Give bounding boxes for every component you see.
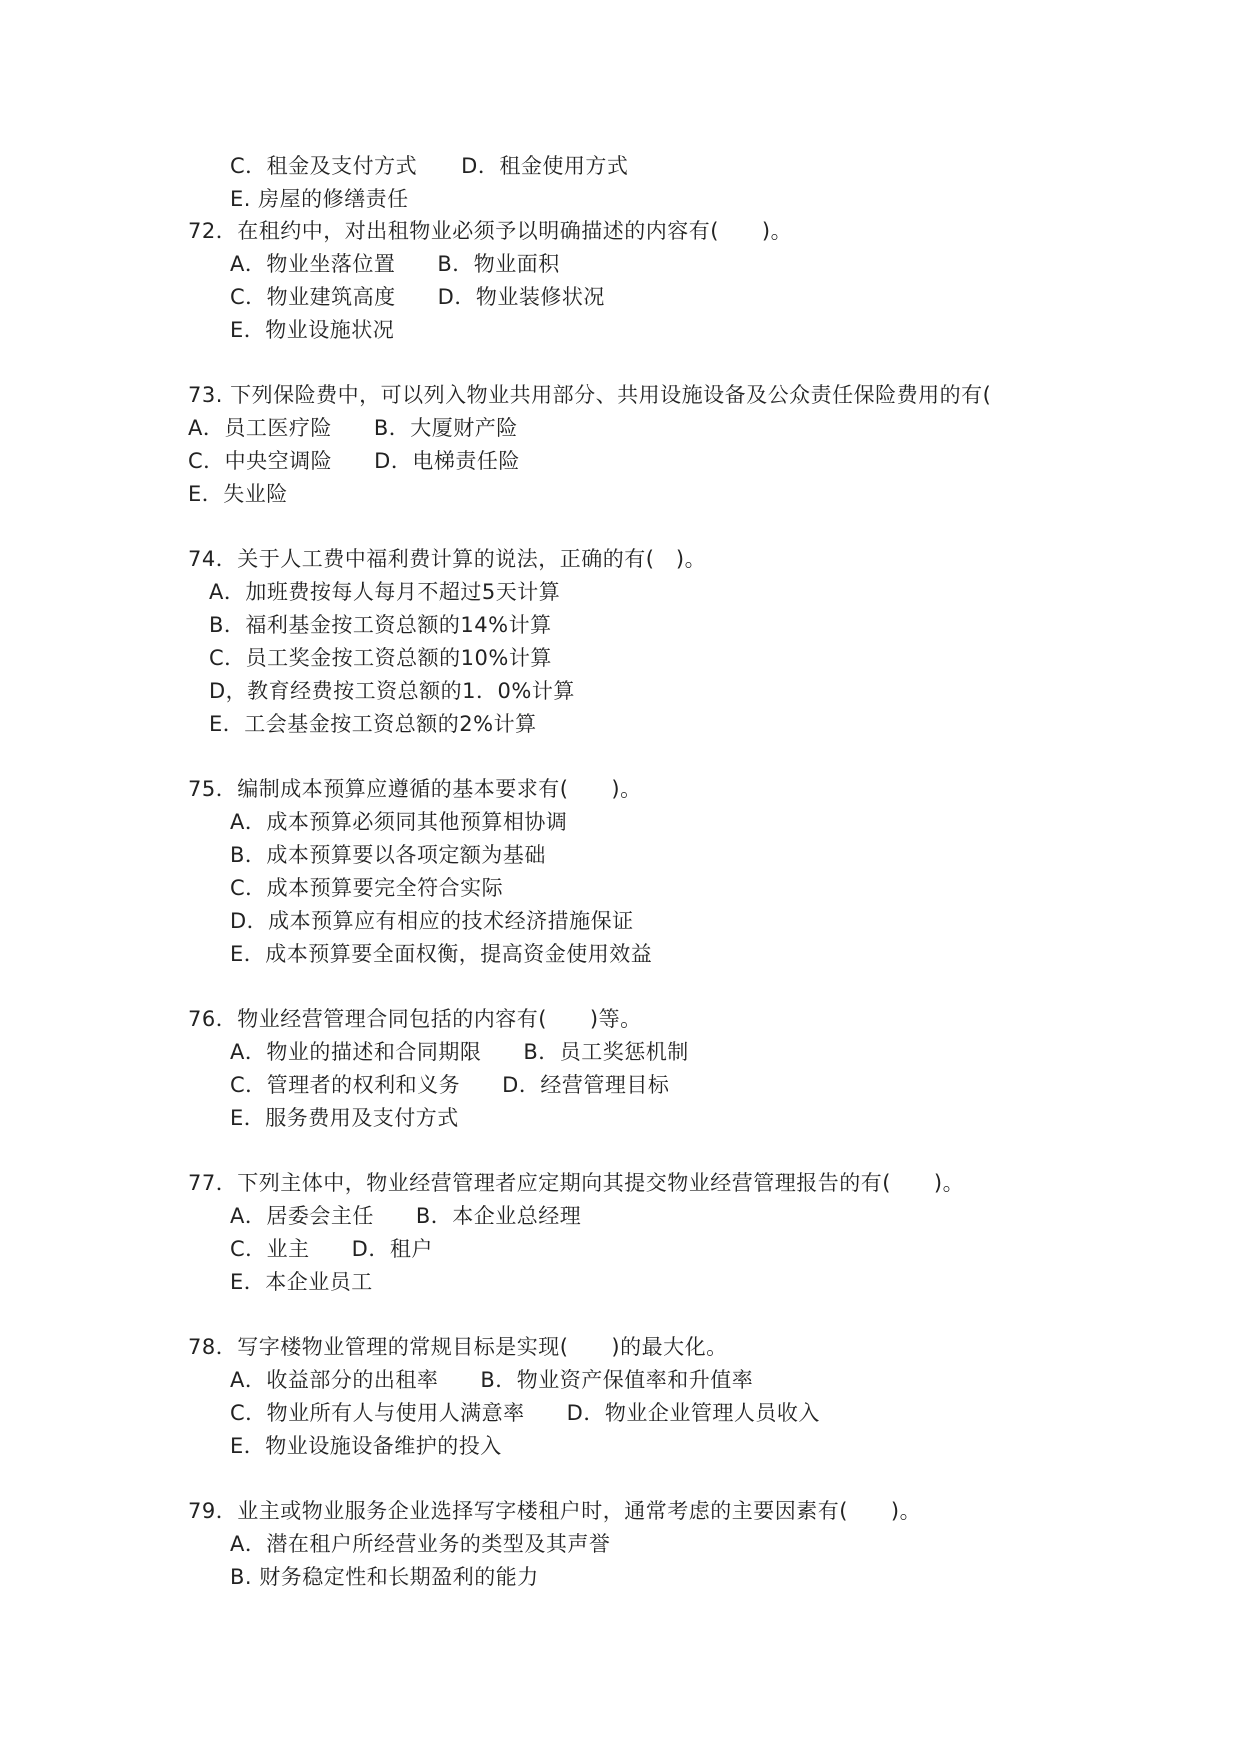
question-73: 73. 下列保险费中，可以列入物业共用部分、共用设施设备及公众责任保险费用的有( bbox=[188, 383, 992, 407]
option-d: D．电梯责任险 bbox=[374, 449, 520, 473]
option-a: A．物业坐落位置 bbox=[230, 252, 396, 276]
question-79: 79．业主或物业服务企业选择写字楼租户时，通常考虑的主要因素有( )。 bbox=[188, 1499, 922, 1523]
option-e: E. 房屋的修缮责任 bbox=[230, 187, 409, 211]
option-a: A．收益部分的出租率 bbox=[230, 1368, 439, 1392]
question-77: 77．下列主体中，物业经营管理者应定期向其提交物业经营管理报告的有( )。 bbox=[188, 1171, 965, 1195]
option-line bbox=[188, 448, 520, 474]
option-b: B．物业面积 bbox=[437, 252, 560, 276]
option-c: C．管理者的权利和义务 bbox=[230, 1073, 461, 1097]
option-d: D．成本预算应有相应的技术经济措施保证 bbox=[230, 909, 634, 933]
question-74: 74．关于人工费中福利费计算的说法，正确的有( )。 bbox=[188, 547, 707, 571]
option-line bbox=[230, 251, 560, 277]
option-c: C．业主 bbox=[230, 1237, 310, 1261]
option-e: E．工会基金按工资总额的2%计算 bbox=[209, 712, 537, 736]
option-line bbox=[230, 1236, 433, 1262]
option-line bbox=[230, 153, 628, 179]
option-d: D．租金使用方式 bbox=[461, 154, 629, 178]
question-72: 72．在租约中，对出租物业必须予以明确描述的内容有( )。 bbox=[188, 219, 793, 243]
option-d: D．经营管理目标 bbox=[502, 1073, 670, 1097]
question-78: 78．写字楼物业管理的常规目标是实现( )的最大化。 bbox=[188, 1335, 728, 1359]
option-e: E．物业设施设备维护的投入 bbox=[230, 1434, 502, 1458]
question-75: 75．编制成本预算应遵循的基本要求有( )。 bbox=[188, 777, 642, 801]
option-c: C．物业所有人与使用人满意率 bbox=[230, 1401, 525, 1425]
option-c: C．租金及支付方式 bbox=[230, 154, 418, 178]
option-b: B．员工奖惩机制 bbox=[523, 1040, 689, 1064]
option-b: B．本企业总经理 bbox=[415, 1204, 582, 1228]
option-d: D．租户 bbox=[351, 1237, 433, 1261]
question-76: 76．物业经营管理合同包括的内容有( )等。 bbox=[188, 1007, 642, 1031]
option-c: C．中央空调险 bbox=[188, 449, 333, 473]
option-b: B．物业资产保值率和升值率 bbox=[480, 1368, 754, 1392]
option-b: B. 财务稳定性和长期盈利的能力 bbox=[230, 1565, 539, 1589]
option-a: A．潜在租户所经营业务的类型及其声誉 bbox=[230, 1532, 611, 1556]
option-e: E．服务费用及支付方式 bbox=[230, 1106, 459, 1130]
option-d: D．物业装修状况 bbox=[437, 285, 605, 309]
option-a: A．成本预算必须同其他预算相协调 bbox=[230, 810, 568, 834]
option-b: B．福利基金按工资总额的14%计算 bbox=[209, 613, 552, 637]
option-line bbox=[230, 1039, 689, 1065]
option-c: C．成本预算要完全符合实际 bbox=[230, 876, 504, 900]
option-a: A．居委会主任 bbox=[230, 1204, 374, 1228]
option-line bbox=[188, 415, 518, 441]
option-e: E．物业设施状况 bbox=[230, 318, 395, 342]
option-b: B．大厦财产险 bbox=[373, 416, 518, 440]
option-c: C．物业建筑高度 bbox=[230, 285, 396, 309]
option-line bbox=[230, 1367, 753, 1393]
option-d: D．物业企业管理人员收入 bbox=[566, 1401, 820, 1425]
option-line bbox=[230, 284, 605, 310]
option-e: E．成本预算要全面权衡，提高资金使用效益 bbox=[230, 942, 653, 966]
option-a: A．加班费按每人每月不超过5天计算 bbox=[209, 580, 561, 604]
option-line bbox=[230, 1203, 581, 1229]
option-a: A．物业的描述和合同期限 bbox=[230, 1040, 482, 1064]
option-b: B．成本预算要以各项定额为基础 bbox=[230, 843, 546, 867]
option-line bbox=[230, 1072, 669, 1098]
option-e: E．失业险 bbox=[188, 482, 288, 506]
option-line bbox=[230, 1400, 820, 1426]
option-d: D，教育经费按工资总额的1．0%计算 bbox=[209, 679, 575, 703]
option-a: A．员工医疗险 bbox=[188, 416, 332, 440]
option-c: C．员工奖金按工资总额的10%计算 bbox=[209, 646, 552, 670]
option-e: E．本企业员工 bbox=[230, 1270, 373, 1294]
